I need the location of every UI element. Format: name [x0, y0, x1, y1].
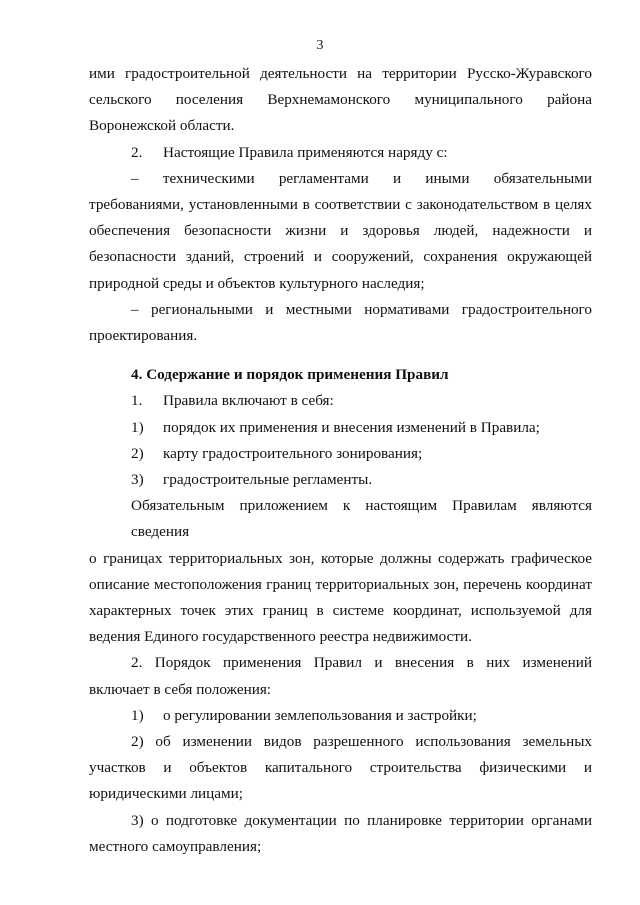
text-line: Воронежской области.	[89, 117, 235, 135]
text-line: 2. Порядок применения Правил и внесения в них изменений	[131, 654, 592, 672]
list-item	[89, 441, 592, 467]
list-item	[89, 415, 592, 441]
dash-item-technical-regulations	[89, 166, 592, 297]
text-line: безопасности зданий, строений и сооружений, сохранения окружающей	[89, 248, 592, 266]
list-number: 1)	[131, 706, 144, 724]
list-text: градостроительные регламенты.	[163, 471, 373, 489]
text-line: включает в себя положения:	[89, 680, 272, 698]
text-line: участков и объектов капитального строительства физическими и	[89, 759, 592, 777]
text-line: Обязательным приложением к настоящим Правилам являются сведения	[131, 497, 592, 541]
text-line: описание местоположения границ территориальных зон, перечень координат	[89, 575, 592, 593]
clause-4-2	[89, 650, 592, 702]
clause-4-1	[89, 388, 592, 414]
text-line: юридическими лицами;	[89, 785, 243, 803]
text-line: – региональными и местными нормативами градостроительного	[131, 300, 592, 318]
clause-2	[89, 140, 592, 166]
list-text: карту градостроительного зонирования;	[163, 444, 423, 462]
text-line: природной среды и объектов культурного наследия;	[89, 274, 425, 292]
text-line: обеспечения безопасности жизни и здоровья людей, надежности и	[89, 222, 592, 240]
text-line: характерных точек этих границ в системе координат, используемой для	[89, 602, 592, 620]
clause-number: 2.	[131, 143, 143, 161]
text-line: 2) об изменении видов разрешенного использования земельных	[131, 733, 592, 751]
clause-text: Настоящие Правила применяются наряду с:	[163, 143, 448, 161]
page-number: 3	[316, 38, 324, 53]
document-body	[89, 61, 592, 860]
list-item	[89, 729, 592, 808]
text-line: проектирования.	[89, 327, 198, 345]
dash-item-regional-standards	[89, 297, 592, 349]
text-line: местного самоуправления;	[89, 837, 262, 855]
list-item	[89, 467, 592, 493]
list-number: 1)	[131, 418, 144, 436]
list-text: о регулировании землепользования и застройки;	[163, 706, 477, 724]
section-4-heading: 4. Содержание и порядок применения Правил	[131, 366, 449, 384]
list-item	[89, 808, 592, 860]
text-line: ведения Единого государственного реестра недвижимости.	[89, 628, 472, 646]
list-item	[89, 703, 592, 729]
text-line: сельского поселения Верхнемамонского муниципального района	[89, 91, 592, 109]
list-number: 3)	[131, 471, 144, 489]
text-line: 3) о подготовке документации по планировке территории органами	[131, 811, 592, 829]
list-number: 2)	[131, 444, 144, 462]
list-text: порядок их применения и внесения изменений в Правила;	[163, 418, 540, 436]
text-line: о границах территориальных зон, которые должны содержать графическое	[89, 549, 592, 567]
text-line: ими градостроительной деятельности на территории Русско-Журавского	[89, 65, 592, 82]
clause-number: 1.	[131, 392, 143, 410]
text-line: требованиями, установленными в соответствии с законодательством в целях	[89, 196, 592, 214]
appendix-paragraph	[89, 493, 592, 650]
intro-paragraph	[89, 61, 592, 140]
clause-text: Правила включают в себя:	[163, 392, 334, 410]
text-line: – техническими регламентами и иными обязательными	[131, 169, 592, 187]
